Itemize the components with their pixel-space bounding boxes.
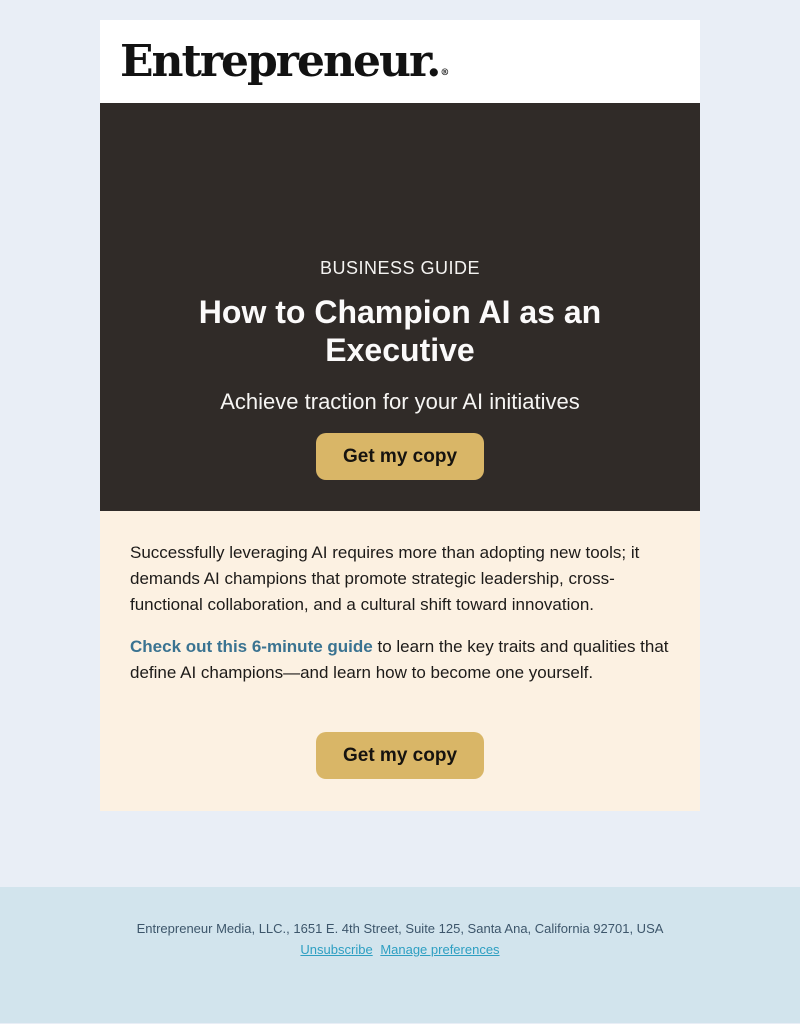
get-my-copy-button-body[interactable]: Get my copy (316, 732, 484, 779)
email-footer (0, 887, 800, 1023)
hero-section (100, 103, 700, 511)
footer-links (0, 942, 800, 958)
hero-title: How to Champion AI as an Executive (198, 294, 602, 368)
body-section (100, 511, 700, 811)
hero-subtitle: Achieve traction for your AI initiatives (220, 389, 580, 414)
body-paragraph-2-text: to learn the key traits and qualities that define AI champions—and learn how to become one yourself. (130, 637, 669, 682)
logo-text: Entrepreneur. (120, 35, 440, 87)
body-paragraph-2 (130, 634, 670, 686)
spacer (0, 811, 800, 887)
unsubscribe-link[interactable]: Unsubscribe (300, 942, 373, 957)
registered-trademark-icon: ® (440, 67, 450, 78)
get-my-copy-button-hero[interactable]: Get my copy (316, 433, 484, 480)
hero-eyebrow: BUSINESS GUIDE (319, 258, 481, 278)
company-address: Entrepreneur Media, LLC., 1651 E. 4th Street, Suite 125, Santa Ana, California 92701, USA (136, 921, 664, 936)
email-header (100, 20, 700, 103)
body-paragraph-1: Successfully leveraging AI requires more than adopting new tools; it demands AI champions that promote strategic leadership, cross-functional collaboration, and a cultural shift toward innovation. (130, 543, 640, 614)
manage-preferences-link[interactable]: Manage preferences (380, 942, 500, 957)
entrepreneur-logo[interactable] (120, 35, 450, 87)
cta-row (130, 732, 670, 779)
six-minute-guide-link[interactable]: Check out this 6-minute guide (130, 637, 373, 656)
email-card (100, 20, 700, 811)
